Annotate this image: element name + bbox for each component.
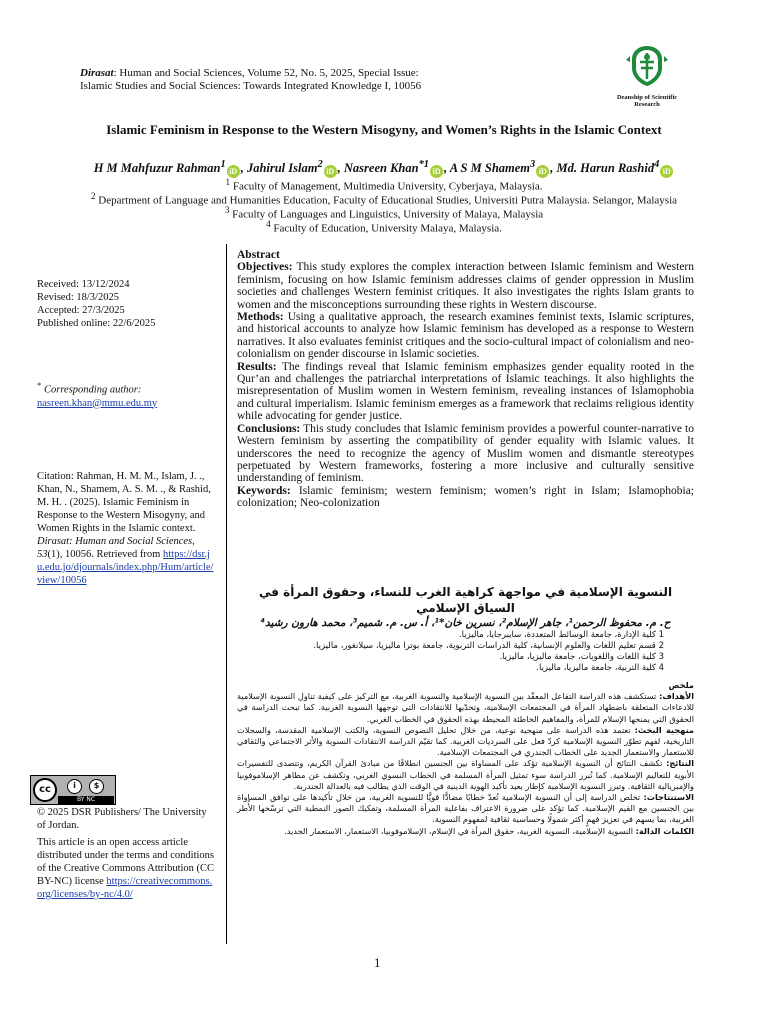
affiliation-text: Faculty of Languages and Linguistics, University of Malaya, Malaysia (229, 208, 544, 221)
affiliation-text: Faculty of Management, Multimedia University, Cyberjaya, Malaysia. (230, 180, 543, 193)
corresponding-author: * Corresponding author: nasreen.khan@mmu.edu.my (37, 380, 158, 409)
arabic-conclusions-text: تخلص الدراسة إلى أن النسوية الإسلامية تُعدّ خطابًا مضادًّا قويًّا للنسوية الغربية، من خلال تأكيدها على توافق المساواة بين الجنسين مع القيم الإسلامية. كما تؤكد على ضرورة الاعتراف بفاعلية المرأة المسلمة، وتفكيك الصور النمطية التي ترسّخها الأُطر الغربية، بما يسهم في تعزيز فهمٍ أكثر شمولًا وحساسية ثقافية لمفهوم النسوية. (237, 792, 694, 825)
page-number: 1 (374, 955, 381, 970)
abstract-arabic (237, 584, 694, 837)
column-divider (226, 244, 227, 944)
journal-line-2: Islamic Studies and Social Sciences: Towards Integrated Knowledge I, 10056 (80, 80, 422, 92)
license-url-link[interactable]: https://creativecommons.org/licenses/by-nc/4.0/ (37, 876, 213, 900)
orcid-icon[interactable]: iD (660, 165, 673, 178)
abstract-methods (237, 311, 694, 361)
cc-badge-text: BY NC (58, 796, 114, 804)
abstract-english (237, 249, 694, 510)
abstract-objectives (237, 261, 694, 311)
article-dates (37, 278, 217, 330)
date-accepted: Accepted: 27/3/2025 (37, 305, 125, 316)
affiliation-sup: 2 (90, 191, 96, 201)
license-text: This article is an open access article distributed under the terms and conditions of the Creative Commons Attribution (CC BY-NC) license (37, 837, 215, 887)
orcid-icon[interactable]: iD (324, 165, 337, 178)
arabic-affiliation: 4 كلية التربية، جامعة ماليزيا، ماليزيا. (536, 663, 664, 673)
affiliation-text: Department of Language and Humanities Education, Faculty of Educational Studies, Universiti Putra Malaysia. Selangor, Malaysia (95, 194, 678, 207)
arabic-abstract-heading: ملخص (668, 680, 694, 690)
arabic-keywords-label: الكلمات الدالة: (635, 825, 694, 836)
objectives-label: Objectives: (237, 261, 293, 274)
arabic-objectives-text: تستكشف هذه الدراسة التفاعل المعقّد بين النسوية الإسلامية والنسوية الغربية، مع التركيز على كيفية تناول النسوية الإسلامية للادعاءات المتعلقة باضطهاد المرأة في المجتمعات الإسلامية، وتحدّيها للانتقادات التي توجهها النسوية الغربية. كما تبحث الدراسة في الحقوق التي يمنحها الإسلام للمرأة، والمفاهيم الخاطئة المحيطة بهذه الحقوق في الخطاب الغربي. (237, 691, 694, 724)
orcid-icon[interactable]: iD (227, 165, 240, 178)
author-name: A S M Shamem (449, 161, 531, 176)
cc-license-badge[interactable] (30, 775, 116, 805)
journal-header (80, 67, 540, 93)
affiliation-text: Faculty of Education, University Malaya, Malaysia. (270, 222, 502, 235)
logo-caption: Deanship of Scientific Research (616, 94, 678, 108)
citation-text-2: (1), 10056. Retrieved from (47, 549, 161, 560)
objectives-text: This study explores the complex interaction between Islamic feminism and Western feminism, focusing on how Islamic feminism addresses claims of gender oppression in Muslim societies and challenges Western feminist critiques. It also investigates the rights Islam grants to women and the misconceptions surrounding these rights in Western discourse. (237, 261, 694, 311)
author-name: Nasreen Khan (343, 161, 419, 176)
author-list: H M Mahfuzur Rahman$^1$iD , Jahirul Islam$^2$iD , Nasreen Khan$^{*1}$iD , A S M Shamem$^3$iD , Md. Harun Rashid$^4$iD (60, 158, 708, 178)
cc-icon: cc (33, 778, 57, 802)
abstract-heading: Abstract (237, 249, 280, 261)
affiliation (60, 218, 708, 236)
results-text: The findings reveal that Islamic feminism emphasizes gender equality rooted in the Qur’an and challenges the patriarchal interpretations of Islamic teachings. It also highlights the misrepresentation of Muslim women in Western feminism, revealing instances of Islamophobia and cultural imperialism. Islamic feminism emerges as a framework that reclaims religious identity while advocating for gender justice. (237, 360, 694, 423)
methods-label: Methods: (237, 311, 284, 324)
paper-title: Islamic Feminism in Response to the Western Misogyny, and Women’s Rights in the Islamic Context (106, 122, 662, 137)
arabic-conclusions-label: الاستنتاجات: (643, 792, 694, 803)
conclusions-text: This study concludes that Islamic feminism provides a powerful counter-narrative to Western feminism by asserting the compatibility of gender equality with Islamic values. It underscores the need to recognize the agency of Muslim women and dismantle stereotypes perpetuated by Western frameworks, fostering a more inclusive and culturally sensitive understanding of feminism. (237, 422, 694, 485)
keywords-text: Islamic feminism; western feminism; women’s right in Islam; Islamophobia; colonization; Neo-colonization (237, 484, 694, 510)
orcid-icon[interactable]: iD (430, 165, 443, 178)
conclusions-label: Conclusions: (237, 422, 301, 435)
arabic-title: النسوية الإسلامية في مواجهة كراهية الغرب للنساء، وحقوق المرأة في السياق الإسلامي (258, 585, 673, 615)
author-sup: 3 (530, 159, 536, 170)
journal-line-1: : Human and Social Sciences, Volume 52, No. 5, 2025, Special Issue: (113, 67, 419, 79)
arabic-keywords-text: النسوية الإسلامية، النسوية الغربية، حقوق المرأة في الإسلام، الإسلاموفوبيا، الاستعمار، الاستعمار الجديد. (284, 825, 636, 836)
arabic-affiliation: 3 كلية اللغات واللغويات، جامعة ماليزيا، ماليزيا. (499, 652, 664, 662)
orcid-icon[interactable]: iD (536, 165, 549, 178)
citation-url-link[interactable]: https://dsr.ju.edu.jo/djournals/index.php/Hum/article/view/10056 (37, 549, 214, 586)
deanship-logo (606, 44, 688, 108)
arabic-results-label: النتائج: (666, 758, 694, 769)
copyright-text: © 2025 DSR Publishers/ The University of Jordan. (37, 807, 207, 831)
date-revised: Revised: 18/3/2025 (37, 292, 119, 303)
keywords-label: Keywords: (237, 484, 291, 497)
date-published: Published online: 22/6/2025 (37, 318, 156, 329)
affiliation-sup: 1 (225, 177, 231, 187)
citation-journal: Dirasat: Human and Social Sciences, 53 (37, 536, 195, 560)
affiliation-sup: 3 (224, 205, 230, 215)
citation-block (37, 470, 217, 587)
author-sup: 2 (317, 159, 323, 170)
results-label: Results: (237, 360, 277, 373)
author-sup: 4 (654, 159, 660, 170)
citation-text: Citation: Rahman, H. M. M., Islam, J. ., Khan, N., Shamem, A. S. M. ., & Rashid, M. H. . (2025). Islamic Feminism in Response to the Western Misogyny, and Women Rights in the Islamic context. (37, 471, 211, 534)
author-sup: *1 (418, 159, 429, 170)
arabic-methods-text: تعتمد هذه الدراسة على منهجية نوعية، من خلال تحليل النصوص النسوية، والكتب الإسلامية المقدسة، والسجلات التاريخية، لفهم تطوّر النسوية الإسلامية كردّ فعل على السرديات الغربية. كما تقيّم الدراسة الانتقادات النسوية والأثر الاجتماعي والثقافي للاستعمار والاستعمار الجديد على الخطاب الجندري في المجتمعات الإسلامية. (237, 724, 694, 758)
license-block (37, 836, 217, 901)
arabic-affiliation: 2 قسم تعليم اللغات والعلوم الإنسانية، كلية الدراسات التربوية، جامعة بوترا ماليزيا، سيلانغور، ماليزيا. (313, 641, 664, 651)
noncommercial-icon: $ (89, 779, 104, 794)
author-name: Md. Harun Rashid (556, 161, 655, 176)
author-sup: 1 (220, 159, 226, 170)
corresponding-label: Corresponding author: (44, 384, 142, 396)
abstract-results (237, 361, 694, 423)
arabic-affiliation: 1 كلية الإدارة، جامعة الوسائط المتعددة، سايبرجايا، ماليزيا. (458, 630, 664, 640)
university-logo-icon (624, 44, 670, 88)
methods-text: Using a qualitative approach, the research examines feminist texts, Islamic scriptures, and historical accounts to analyze how Islamic feminism has developed as a response to Western narratives. It also evaluates feminist critiques and the socio-cultural impact of colonialism and neo-colonialism on gender discourse in Islamic societies. (237, 311, 694, 361)
arabic-methods-label: منهجية البحث: (634, 724, 694, 735)
arabic-authors: ح. م. محفوظ الرحمن¹، جاهر الإسلام²، نسرين خان*¹، أ. س. م. شميم³، محمد هارون رشيد⁴ (260, 617, 671, 629)
author-name: H M Mahfuzur Rahman (93, 161, 221, 176)
date-received: Received: 13/12/2024 (37, 279, 130, 290)
corresponding-email-link[interactable]: nasreen.khan@mmu.edu.my (37, 397, 158, 409)
attribution-icon: i (67, 779, 82, 794)
abstract-conclusions (237, 423, 694, 485)
abstract-keywords (237, 485, 694, 510)
journal-name: Dirasat (80, 67, 114, 79)
author-name: Jahirul Islam (246, 161, 318, 176)
arabic-objectives-label: الأهداف: (659, 691, 694, 702)
affiliation-sup: 4 (266, 219, 271, 229)
arabic-results-text: تكشف النتائج أن النسوية الإسلامية تؤكد على المساواة بين الجنسين انطلاقًا من مبادئ القرآن الكريم، وتتصدى للتفسيرات الأبوية للتعاليم الإسلامية. كما تُبرز الدراسة سوء تمثيل المرأة المسلمة في الخطاب النسوي الغربي، وتكشف عن مظاهر الإسلاموفوبيا والإمبريالية الثقافية. وتبرز النسوية الإسلامية كإطار يعيد تأكيد الهوية الدينية في الوقت الذي يطالب فيه بالعدالة الجندرية. (237, 758, 694, 791)
